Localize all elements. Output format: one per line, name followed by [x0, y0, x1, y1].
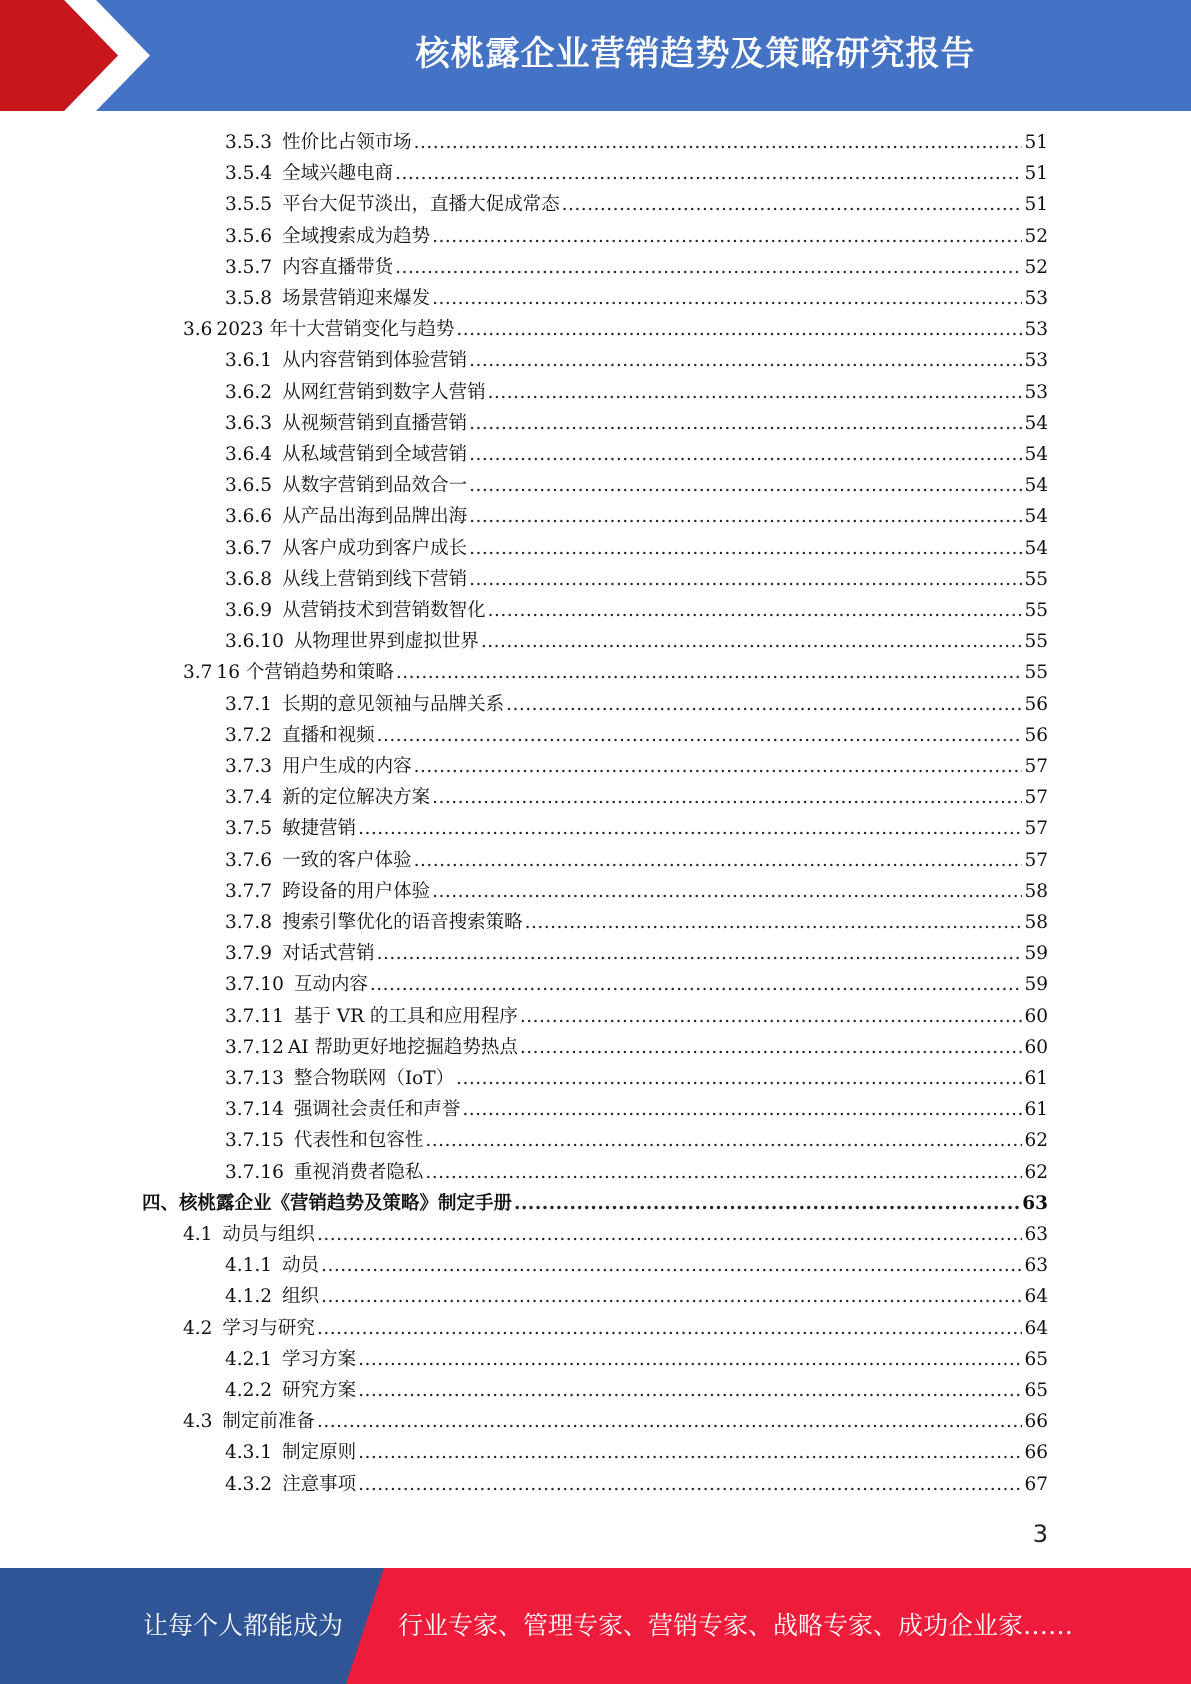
toc-dot-leader	[456, 1068, 1022, 1089]
toc-entry-page: 54	[1024, 475, 1048, 497]
toc-entry[interactable]	[225, 1345, 1048, 1376]
toc-entry[interactable]	[225, 190, 1048, 221]
toc-entry-page: 58	[1024, 880, 1048, 902]
toc-entry-page: 51	[1024, 132, 1048, 153]
toc-entry-page: 59	[1024, 943, 1048, 965]
toc-entry-title: 一致的客户体验	[282, 849, 412, 871]
toc-entry-page: 58	[1024, 912, 1048, 933]
toc-entry[interactable]	[225, 1470, 1048, 1501]
toc-entry-title: 学习与研究	[222, 1317, 315, 1339]
toc-entry-number: 3.6.6	[225, 506, 273, 528]
toc-dot-leader	[425, 1162, 1022, 1183]
toc-entry-title: 强调社会责任和声誉	[293, 1099, 461, 1121]
toc-entry-title: 从视频营销到直播营销	[282, 412, 468, 434]
toc-entry-title: 动员与组织	[222, 1224, 315, 1245]
toc-entry[interactable]	[225, 939, 1048, 970]
toc-entry-title: 跨设备的用户体验	[282, 880, 431, 902]
toc-entry-page: 62	[1024, 1130, 1048, 1152]
toc-entry-title: 16 个营销趋势和策略	[216, 662, 394, 684]
toc-entry[interactable]	[225, 409, 1048, 440]
toc-dot-leader	[395, 257, 1022, 278]
page-footer	[0, 1568, 1191, 1684]
toc-entry[interactable]	[225, 1064, 1048, 1095]
toc-entry-number: 3.6.2	[225, 381, 273, 403]
toc-entry[interactable]	[225, 1438, 1048, 1469]
toc-entry-page: 53	[1024, 350, 1048, 372]
toc-entry-title: 用户生成的内容	[282, 756, 412, 777]
toc-entry-page: 59	[1024, 974, 1048, 996]
toc-entry[interactable]	[225, 783, 1048, 814]
toc-entry-number: 3.6.3	[225, 412, 273, 434]
toc-entry-page: 54	[1024, 444, 1048, 465]
toc-entry[interactable]	[225, 471, 1048, 502]
toc-entry[interactable]	[183, 1407, 1048, 1438]
toc-entry-page: 54	[1024, 412, 1048, 434]
footer-slogan-left: 让每个人都能成为	[143, 1611, 344, 1640]
toc-entry-title: 从网红营销到数字人营销	[282, 381, 486, 403]
toc-entry-page: 66	[1024, 1411, 1048, 1433]
toc-entry-page: 57	[1024, 849, 1048, 871]
toc-entry-number: 3.7.11	[225, 1005, 284, 1027]
toc-entry-page: 61	[1024, 1068, 1048, 1089]
toc-entry-page: 65	[1024, 1380, 1048, 1401]
report-title: 核桃露企业营销趋势及策略研究报告	[415, 34, 976, 74]
toc-entry-number: 3.5.8	[225, 288, 273, 309]
toc-entry-title: 制定原则	[282, 1442, 357, 1464]
toc-dot-leader	[425, 1130, 1022, 1151]
toc-entry-title: 基于 VR 的工具和应用程序	[293, 1005, 518, 1027]
toc-entry-title: 动员	[282, 1255, 320, 1277]
toc-entry[interactable]	[225, 378, 1048, 409]
toc-entry-title: 重视消费者隐私	[293, 1161, 424, 1183]
toc-entry-number: 3.6.4	[225, 444, 273, 465]
toc-entry-title: 平台大促节淡出，直播大促成常态	[282, 194, 560, 216]
toc-entry[interactable]	[225, 253, 1048, 284]
toc-entry[interactable]	[225, 877, 1048, 908]
toc-entry-title: 代表性和包容性	[293, 1130, 424, 1152]
toc-entry[interactable]	[225, 1282, 1048, 1313]
toc-entry-page: 64	[1024, 1317, 1048, 1339]
toc-dot-leader	[317, 1224, 1023, 1245]
toc-entry-title: 整合物联网（IoT）	[293, 1068, 455, 1089]
toc-entry-number: 3.7.9	[225, 943, 273, 965]
toc-entry[interactable]	[225, 970, 1048, 1001]
toc-entry[interactable]	[225, 440, 1048, 471]
toc-dot-leader	[432, 226, 1022, 247]
toc-entry[interactable]	[225, 690, 1048, 721]
toc-entry-page: 64	[1024, 1286, 1048, 1308]
toc-entry-title: 制定前准备	[222, 1411, 315, 1433]
toc-entry-number: 4.3	[183, 1411, 213, 1433]
toc-entry-number: 4.2.1	[225, 1348, 273, 1370]
toc-entry[interactable]	[225, 502, 1048, 533]
toc-dot-leader	[432, 881, 1022, 902]
toc-entry[interactable]	[225, 627, 1048, 658]
toc-entry-number: 3.7.1	[225, 693, 273, 715]
toc-entry[interactable]	[183, 315, 1048, 346]
toc-entry[interactable]	[225, 159, 1048, 190]
toc-entry[interactable]	[225, 1251, 1048, 1282]
toc-dot-leader	[488, 600, 1023, 621]
toc-dot-leader	[469, 350, 1022, 371]
toc-entry-page: 56	[1024, 724, 1048, 746]
toc-entry-page: 55	[1024, 600, 1048, 621]
page-header	[0, 0, 1191, 111]
toc-entry-title: 注意事项	[282, 1473, 357, 1495]
toc-dot-leader	[358, 1474, 1022, 1495]
toc-entry[interactable]	[183, 1314, 1048, 1345]
toc-entry-number: 3.6.10	[225, 631, 284, 653]
toc-entry-number: 3.6.7	[225, 537, 273, 559]
toc-entry-number: 3.5.3	[225, 132, 273, 153]
toc-dot-leader	[469, 538, 1022, 559]
toc-entry-title: 搜索引擎优化的语音搜索策略	[282, 912, 523, 933]
toc-entry-number: 3.7.16	[225, 1161, 284, 1183]
toc-entry-page: 63	[1022, 1192, 1048, 1214]
toc-dot-leader	[525, 912, 1023, 933]
toc-entry-page: 63	[1024, 1224, 1048, 1245]
toc-entry-number: 3.7.14	[225, 1099, 284, 1121]
toc-entry-title: 从物理世界到虚拟世界	[293, 631, 479, 653]
toc-entry-number: 四、	[142, 1192, 180, 1214]
toc-entry-title: 敏捷营销	[282, 818, 357, 840]
toc-entry[interactable]	[225, 1033, 1048, 1064]
toc-entry[interactable]	[225, 721, 1048, 752]
toc-entry-title: 学习方案	[282, 1348, 357, 1370]
toc-entry-page: 57	[1024, 787, 1048, 809]
toc-dot-leader	[377, 943, 1023, 964]
toc-entry-number: 3.7.15	[225, 1130, 284, 1152]
toc-entry-number: 3.5.7	[225, 256, 273, 278]
toc-entry-title: 从产品出海到品牌出海	[282, 506, 468, 528]
toc-entry-page: 51	[1024, 163, 1048, 185]
toc-entry-number: 3.7.8	[225, 912, 273, 933]
toc-entry-number: 4.2	[183, 1317, 213, 1339]
toc-entry-page: 60	[1024, 1036, 1048, 1058]
toc-entry[interactable]	[225, 222, 1048, 253]
toc-entry-page: 52	[1024, 225, 1048, 247]
toc-entry-page: 65	[1024, 1348, 1048, 1370]
toc-dot-leader	[432, 288, 1022, 309]
toc-entry-number: 3.5.5	[225, 194, 273, 216]
toc-entry-page: 55	[1024, 631, 1048, 653]
toc-entry-page: 55	[1024, 662, 1048, 684]
toc-entry[interactable]	[225, 346, 1048, 377]
toc-entry-number: 3.7.5	[225, 818, 273, 840]
toc-entry-page: 53	[1024, 381, 1048, 403]
toc-entry-number: 4.1.1	[225, 1255, 273, 1277]
toc-entry-number: 3.7.3	[225, 756, 273, 777]
toc-entry-page: 61	[1024, 1099, 1048, 1121]
toc-entry-number: 3.7	[183, 662, 213, 684]
toc-entry-title: 长期的意见领袖与品牌关系	[282, 693, 505, 715]
toc-entry[interactable]	[142, 1189, 1048, 1220]
toc-dot-leader	[358, 1380, 1022, 1401]
toc-dot-leader	[432, 787, 1022, 808]
toc-dot-leader	[469, 413, 1022, 434]
toc-entry-page: 63	[1024, 1255, 1048, 1277]
toc-entry-number: 4.3.1	[225, 1442, 273, 1464]
toc-entry-number: 3.6	[183, 319, 213, 341]
toc-entry-page: 66	[1024, 1442, 1048, 1464]
footer-slogan-right: 行业专家、管理专家、营销专家、战略专家、成功企业家……	[398, 1611, 1074, 1640]
toc-dot-leader	[321, 1286, 1022, 1307]
toc-entry-number: 4.1.2	[225, 1286, 273, 1308]
toc-dot-leader	[462, 1099, 1022, 1120]
toc-dot-leader	[469, 475, 1022, 496]
toc-entry-number: 4.2.2	[225, 1380, 273, 1401]
toc-dot-leader	[377, 725, 1023, 746]
toc-entry[interactable]	[225, 846, 1048, 877]
toc-entry-title: 全域搜索成为趋势	[282, 225, 431, 247]
toc-entry-number: 3.7.4	[225, 787, 273, 809]
toc-entry[interactable]	[225, 284, 1048, 315]
toc-dot-leader	[469, 506, 1022, 527]
toc-dot-leader	[317, 1411, 1023, 1432]
toc-entry[interactable]	[225, 128, 1048, 159]
toc-entry-number: 3.6.8	[225, 568, 273, 590]
toc-entry[interactable]	[183, 658, 1048, 689]
toc-entry[interactable]	[225, 1095, 1048, 1126]
toc-entry-page: 53	[1024, 319, 1048, 341]
toc-dot-leader	[396, 662, 1023, 683]
toc-entry-title: 从营销技术到营销数智化	[282, 600, 486, 621]
toc-entry[interactable]	[225, 814, 1048, 845]
toc-dot-leader	[395, 163, 1022, 184]
toc-entry-title: 从线上营销到线下营销	[282, 568, 468, 590]
toc-entry-title: 从客户成功到客户成长	[282, 537, 468, 559]
toc-dot-leader	[562, 194, 1023, 215]
toc-entry-number: 4.1	[183, 1224, 213, 1245]
toc-entry-page: 53	[1024, 288, 1048, 309]
toc-dot-leader	[469, 444, 1022, 465]
toc-entry-title: 性价比占领市场	[282, 132, 412, 153]
toc-entry[interactable]	[183, 1220, 1048, 1251]
toc-entry-title: 核桃露企业《营销趋势及策略》制定手册	[179, 1192, 513, 1214]
toc-entry-title: 从私域营销到全域营销	[282, 444, 468, 465]
toc-entry-page: 57	[1024, 756, 1048, 777]
toc-dot-leader	[469, 569, 1022, 590]
toc-entry-title: 2023 年十大营销变化与趋势	[216, 319, 455, 341]
toc-entry-number: 3.6.5	[225, 475, 273, 497]
toc-entry-page: 54	[1024, 506, 1048, 528]
toc-entry-title: 全域兴趣电商	[282, 163, 394, 185]
toc-entry[interactable]	[225, 1376, 1048, 1407]
toc-entry-number: 3.7.7	[225, 880, 273, 902]
toc-entry-title: AI 帮助更好地挖掘趋势热点	[287, 1036, 518, 1058]
toc-entry-page: 54	[1024, 537, 1048, 559]
toc-entry-page: 56	[1024, 693, 1048, 715]
toc-entry-number: 4.3.2	[225, 1473, 273, 1495]
toc-entry-number: 3.7.12	[225, 1036, 284, 1058]
toc-dot-leader	[520, 1037, 1023, 1058]
toc-entry-title: 从内容营销到体验营销	[282, 350, 468, 372]
toc-entry-title: 内容直播带货	[282, 256, 394, 278]
toc-dot-leader	[358, 818, 1022, 839]
toc-entry-title: 互动内容	[293, 974, 368, 996]
toc-entry-page: 57	[1024, 818, 1048, 840]
toc-entry-title: 新的定位解决方案	[282, 787, 431, 809]
toc-entry-number: 3.7.6	[225, 849, 273, 871]
toc-entry-page: 60	[1024, 1005, 1048, 1027]
toc-entry-number: 3.6.1	[225, 350, 273, 372]
toc-entry-title: 从数字营销到品效合一	[282, 475, 468, 497]
toc-entry-title: 直播和视频	[282, 724, 375, 746]
toc-dot-leader	[321, 1255, 1022, 1276]
toc-dot-leader	[358, 1349, 1022, 1370]
toc-dot-leader	[358, 1442, 1022, 1463]
toc-dot-leader	[317, 1318, 1023, 1339]
toc-dot-leader	[520, 1006, 1023, 1027]
page-number: 3	[1032, 1520, 1048, 1548]
toc-entry-number: 3.7.10	[225, 974, 284, 996]
toc-dot-leader	[481, 631, 1023, 652]
toc-entry-number: 3.7.13	[225, 1068, 284, 1089]
toc-entry-title: 组织	[282, 1286, 320, 1308]
toc-entry-page: 67	[1024, 1473, 1048, 1495]
toc-entry-page: 62	[1024, 1161, 1048, 1183]
toc-dot-leader	[456, 319, 1022, 340]
toc-entry[interactable]	[225, 534, 1048, 565]
toc-dot-leader	[370, 974, 1023, 995]
toc-entry-number: 3.7.2	[225, 724, 273, 746]
toc-entry-title: 研究方案	[282, 1380, 357, 1401]
toc-entry-page: 55	[1024, 568, 1048, 590]
toc-dot-leader	[514, 1193, 1020, 1214]
toc-entry-number: 3.6.9	[225, 600, 273, 621]
toc-entry[interactable]	[225, 565, 1048, 596]
toc-entry[interactable]	[225, 1158, 1048, 1189]
toc-dot-leader	[488, 382, 1023, 403]
toc-entry[interactable]	[225, 908, 1048, 939]
toc-dot-leader	[414, 132, 1023, 153]
toc-dot-leader	[414, 756, 1023, 777]
toc-entry-number: 3.5.6	[225, 225, 273, 247]
toc-entry[interactable]	[225, 1126, 1048, 1157]
toc-entry-number: 3.5.4	[225, 163, 273, 185]
toc-dot-leader	[414, 850, 1023, 871]
toc-dot-leader	[506, 694, 1022, 715]
toc-entry-page: 51	[1024, 194, 1048, 216]
toc-entry[interactable]	[225, 596, 1048, 627]
toc-entry[interactable]	[225, 752, 1048, 783]
toc-entry-title: 场景营销迎来爆发	[282, 288, 431, 309]
toc-entry-page: 52	[1024, 256, 1048, 278]
toc-entry[interactable]	[225, 1002, 1048, 1033]
toc-entry-title: 对话式营销	[282, 943, 375, 965]
